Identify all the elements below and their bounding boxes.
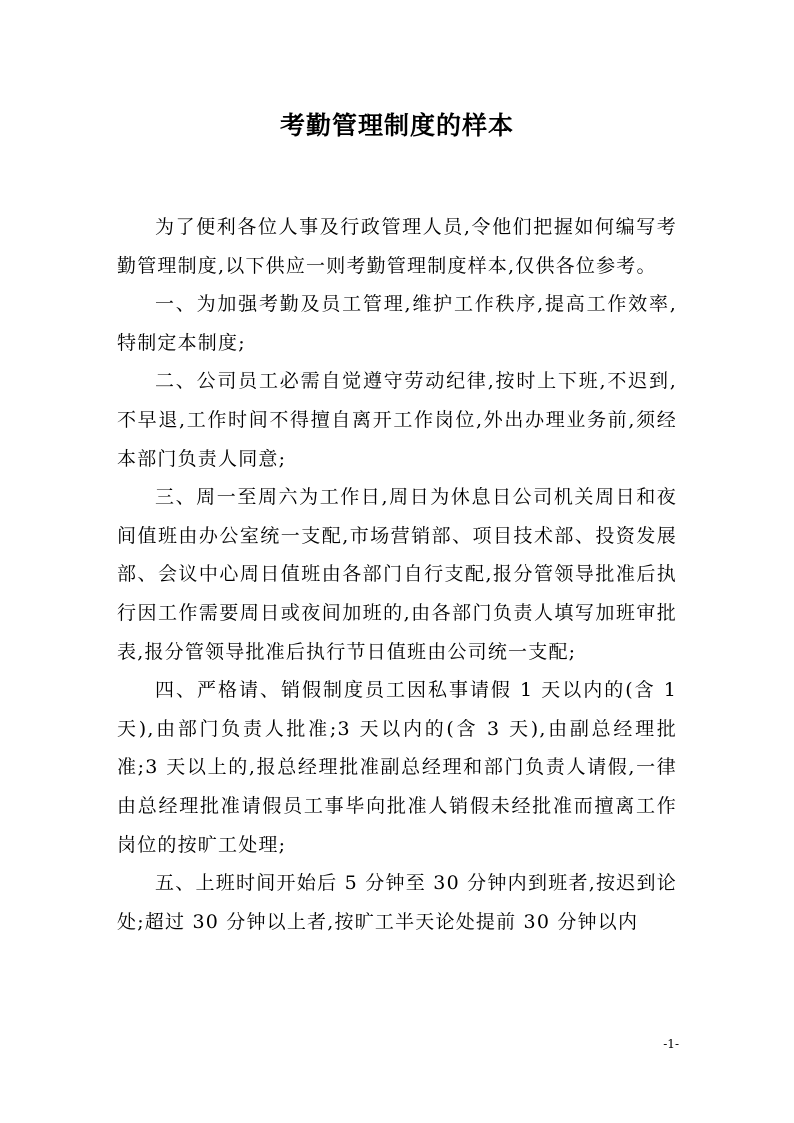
page-number: -1- (663, 1037, 679, 1051)
paragraph-clause-2: 二、公司员工必需自觉遵守劳动纪律,按时上下班,不迟到,不早退,工作时间不得擅自离开工作岗位,外出办理业务前,须经本部门负责人同意; (117, 370, 677, 470)
document-title: 考勤管理制度的样本 (279, 111, 514, 140)
paragraph-intro: 为了便利各位人事及行政管理人员,令他们把握如何编写考勤管理制度,以下供应一则考勤管理制度样本,仅供各位参考。 (117, 216, 677, 277)
paragraph-clause-4: 四、严格请、销假制度员工因私事请假 1 天以内的(含 1 天),由部门负责人批准;3 天以内的(含 3 天),由副总经理批准;3 天以上的,报总经理批准副总经理和部门负责人请假,一律由总经理批准请假员工事毕向批准人销假未经批准而擅离工作岗位的按旷工处理; (117, 679, 677, 856)
paragraph-clause-5: 五、上班时间开始后 5 分钟至 30 分钟内到班者,按迟到论处;超过 30 分钟以上者,按旷工半天论处提前 30 分钟以内 (117, 872, 677, 933)
document-body (117, 208, 677, 941)
paragraph-clause-3: 三、周一至周六为工作日,周日为休息日公司机关周日和夜间值班由办公室统一支配,市场营销部、项目技术部、投资发展部、会议中心周日值班由各部门自行支配,报分管领导批准后执行因工作需要周日或夜间加班的,由各部门负责人填写加班审批表,报分管领导批准后执行节日值班由公司统一支配; (117, 486, 677, 663)
paragraph-clause-1: 一、为加强考勤及员工管理,维护工作秩序,提高工作效率,特制定本制度; (117, 293, 677, 354)
